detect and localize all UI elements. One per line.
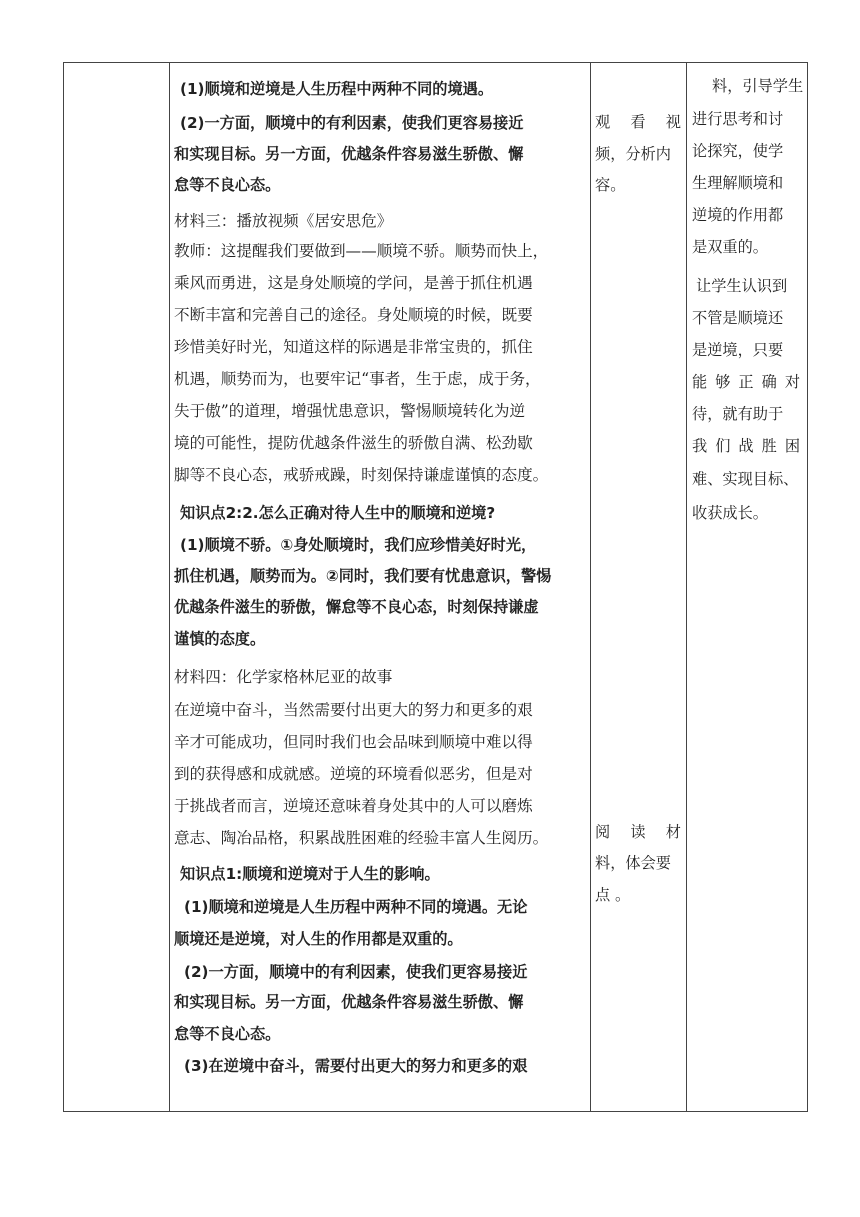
content-line: 意志、陶冶品格，积累战胜困难的经验丰富人生阅历。 [174, 829, 549, 847]
intent-line: 让学生认识到 [696, 277, 788, 295]
content-line: (2)一方面，顺境中的有利因素，使我们更容易接近 [184, 963, 528, 981]
intent-line: 我们战胜困 [692, 437, 800, 455]
intent-line: 进行思考和讨 [692, 110, 784, 128]
intent-line: 能够正确对 [692, 373, 800, 391]
content-line: 顺境还是逆境，对人生的作用都是双重的。 [174, 930, 463, 948]
content-line: 和实现目标。另一方面，优越条件容易滋生骄傲、懈 [174, 993, 524, 1011]
activity-line: 点 。 [595, 886, 631, 904]
activity-line: 频，分析内 [595, 145, 671, 163]
intent-line: 是双重的。 [692, 238, 768, 256]
activity-line: 观 看 视 [595, 113, 681, 131]
activity-line: 容。 [595, 176, 626, 194]
content-line: 和实现目标。另一方面，优越条件容易滋生骄傲、懈 [174, 145, 524, 163]
lesson-plan-table [63, 62, 808, 1112]
content-line: 在逆境中奋斗，当然需要付出更大的努力和更多的艰 [174, 701, 533, 719]
content-line: 到的获得感和成就感。逆境的环境看似恶劣，但是对 [174, 765, 533, 783]
content-line: 境的可能性，提防优越条件滋生的骄傲自满、松劲歇 [174, 434, 533, 452]
content-line: 乘风而勇进，这是身处顺境的学问，是善于抓住机遇 [174, 274, 533, 292]
content-line: 材料四：化学家格林尼亚的故事 [174, 668, 393, 686]
content-line: (1)顺境和逆境是人生历程中两种不同的境遇。无论 [184, 898, 528, 916]
content-line: 辛才可能成功，但同时我们也会品味到顺境中难以得 [174, 733, 533, 751]
content-line: 教师：这提醒我们要做到——顺境不骄。顺势而快上， [174, 242, 549, 260]
intent-line: 难、实现目标、 [692, 470, 799, 488]
intent-line: 生理解顺境和 [692, 174, 784, 192]
content-line: (3)在逆境中奋斗，需要付出更大的努力和更多的艰 [184, 1057, 528, 1075]
column-divider [590, 63, 591, 1111]
content-line: 知识点2:2.怎么正确对待人生中的顺境和逆境? [180, 504, 496, 522]
content-line: (1)顺境不骄。①身处顺境时，我们应珍惜美好时光， [180, 536, 537, 554]
intent-line: 料，引导学生 [712, 77, 804, 95]
content-line: 怠等不良心态。 [174, 176, 281, 194]
intent-line: 不管是顺境还 [692, 309, 784, 327]
activity-line: 料，体会要 [595, 854, 671, 872]
content-line: 抓住机遇，顺势而为。②同时，我们要有忧患意识，警惕 [174, 567, 552, 585]
content-line: 优越条件滋生的骄傲，懈怠等不良心态，时刻保持谦虚 [174, 598, 539, 616]
content-line: 谨慎的态度。 [174, 630, 266, 648]
content-line: 于挑战者而言，逆境还意味着身处其中的人可以磨炼 [174, 797, 533, 815]
intent-line: 收获成长。 [692, 504, 768, 522]
intent-line: 是逆境，只要 [692, 341, 784, 359]
content-line: 知识点1:顺境和逆境对于人生的影响。 [180, 865, 440, 883]
content-line: 不断丰富和完善自己的途径。身处顺境的时候，既要 [174, 306, 533, 324]
content-line: 失于傲”的道理，增强忧患意识，警惕顺境转化为逆 [174, 402, 526, 420]
content-line: 材料三：播放视频《居安思危》 [174, 212, 393, 230]
intent-line: 论探究，使学 [692, 142, 784, 160]
column-divider [686, 63, 687, 1111]
content-line: (2)一方面，顺境中的有利因素，使我们更容易接近 [180, 114, 524, 132]
content-line: 脚等不良心态，戒骄戒躁，时刻保持谦虚谨慎的态度。 [174, 466, 549, 484]
content-line: 怠等不良心态。 [174, 1025, 281, 1043]
activity-line: 阅 读 材 [595, 823, 681, 841]
intent-line: 待，就有助于 [692, 405, 784, 423]
content-line: (1)顺境和逆境是人生历程中两种不同的境遇。 [180, 80, 494, 98]
intent-line: 逆境的作用都 [692, 206, 784, 224]
column-divider [169, 63, 170, 1111]
content-line: 珍惜美好时光，知道这样的际遇是非常宝贵的，抓住 [174, 338, 533, 356]
content-line: 机遇，顺势而为，也要牢记“事者，生于虑，成于务， [174, 370, 541, 388]
